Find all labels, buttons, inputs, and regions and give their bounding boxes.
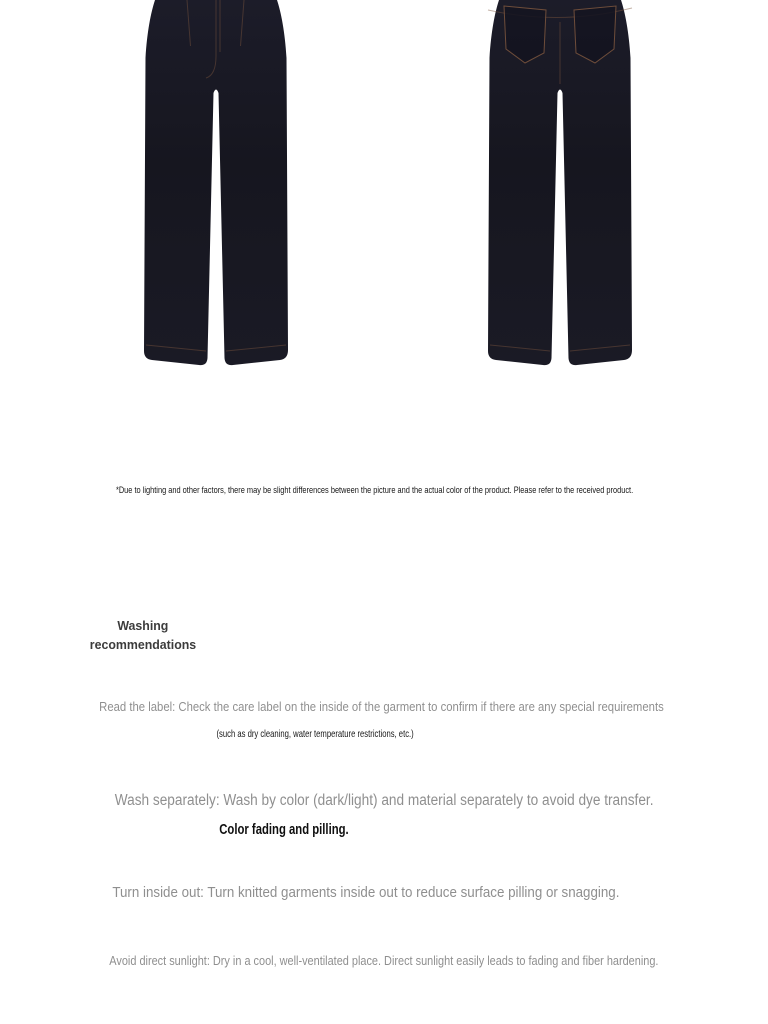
tip-avoid-sunlight — [0, 953, 768, 968]
tip-color-fading-note — [0, 822, 568, 838]
heading-line-1: Washing — [117, 618, 169, 633]
jeans-front-image[interactable] — [143, 0, 289, 376]
tip-avoid-sunlight-text: Avoid direct sunlight: Dry in a cool, well-ventilated place. Direct sunlight easily leads to fading and fiber hardening. — [109, 953, 659, 968]
color-disclaimer-text — [0, 485, 750, 496]
washing-recommendations-heading — [43, 617, 243, 654]
heading-line-2: recommendations — [89, 636, 197, 652]
tip-wash-separately-text: Wash separately: Wash by color (dark/light) and material separately to avoid dye transfer. — [114, 792, 654, 809]
tip-read-label-note-text: (such as dry cleaning, water temperature restrictions, etc.) — [216, 728, 414, 740]
tip-read-label — [0, 699, 763, 714]
jeans-back-illustration — [487, 0, 633, 376]
jeans-back-image[interactable] — [487, 0, 633, 376]
color-disclaimer-label: *Due to lighting and other factors, there may be slight differences between the picture and the actual color of the product. Please refer to the received product. — [116, 485, 634, 496]
tip-read-label-note — [0, 728, 630, 740]
tip-color-fading-note-text: Color fading and pilling. — [219, 822, 349, 838]
jeans-front-illustration — [143, 0, 289, 376]
tip-read-label-text: Read the label: Check the care label on the inside of the garment to confirm if there are any special requirements — [99, 699, 664, 714]
tip-wash-separately — [0, 792, 768, 810]
tip-turn-inside-out-text: Turn inside out: Turn knitted garments inside out to reduce surface pilling or snagging. — [111, 884, 620, 901]
tip-turn-inside-out — [0, 884, 731, 901]
